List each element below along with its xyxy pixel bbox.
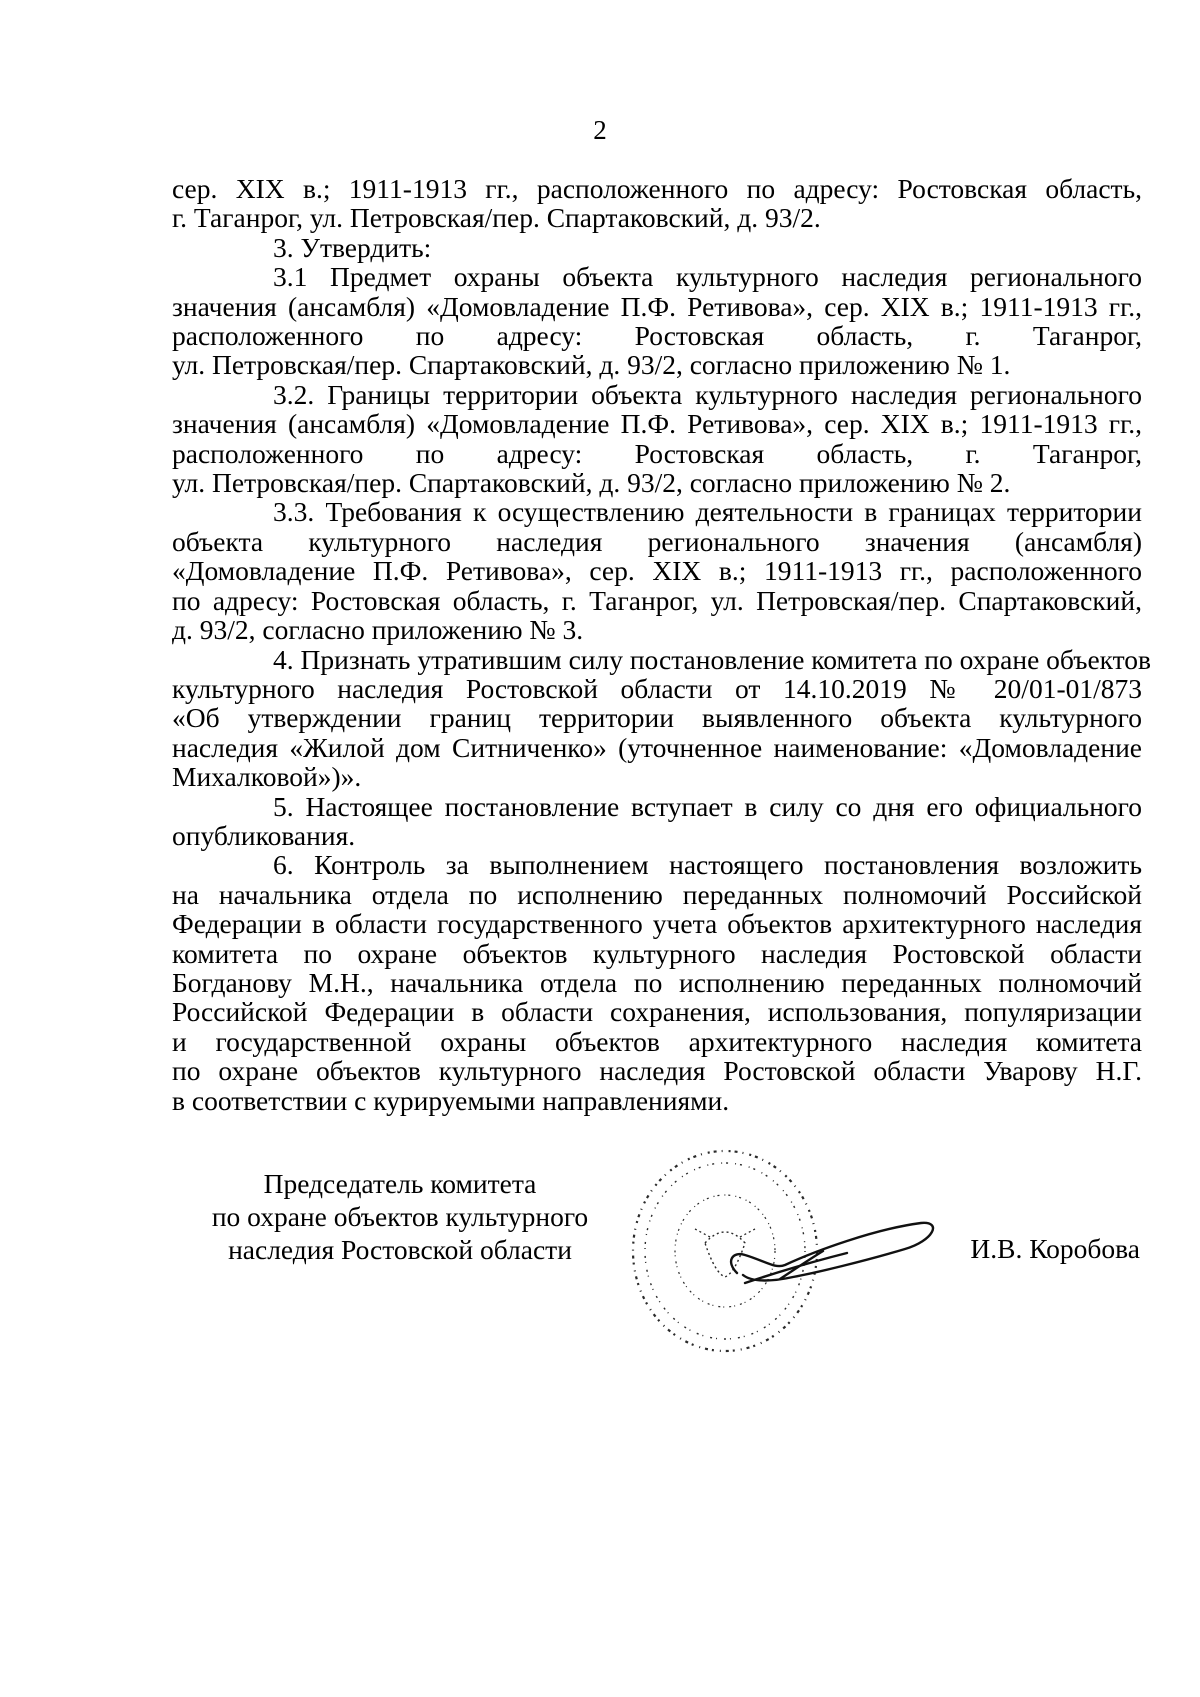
official-seal bbox=[633, 1151, 817, 1351]
body-line: опубликования. bbox=[172, 819, 356, 851]
body-line: 3. Утвердить: bbox=[273, 231, 432, 263]
body-line: в соответствии с курируемыми направлениями. bbox=[172, 1084, 730, 1116]
document-body bbox=[172, 173, 1152, 1116]
body-line: наследия «Жилой дом Ситниченко» (уточненное наименование: «Домовладение bbox=[172, 731, 1142, 763]
handwritten-signature bbox=[731, 1223, 933, 1283]
body-line: расположенного по адресу: Ростовская область, г. Таганрог, bbox=[172, 437, 1142, 469]
body-line: расположенного по адресу: Ростовская область, г. Таганрог, bbox=[172, 320, 1142, 352]
signer-title bbox=[190, 1167, 610, 1266]
body-line: по адресу: Ростовская область, г. Таганрог, ул. Петровская/пер. Спартаковский, bbox=[172, 584, 1142, 616]
body-line: комитета по охране объектов культурного наследия Ростовской области bbox=[172, 937, 1142, 969]
body-line: «Домовладение П.Ф. Ретивова», сер. XIX в.; 1911-1913 гг., расположенного bbox=[172, 555, 1142, 587]
body-line: сер. XIX в.; 1911-1913 гг., расположенного по адресу: Ростовская область, bbox=[172, 173, 1142, 204]
body-line: ул. Петровская/пер. Спартаковский, д. 93/2, согласно приложению № 1. bbox=[172, 349, 1011, 381]
body-line: значения (ансамбля) «Домовладение П.Ф. Ретивова», сер. XIX в.; 1911-1913 гг., bbox=[172, 408, 1142, 440]
body-line: ул. Петровская/пер. Спартаковский, д. 93/2, согласно приложению № 2. bbox=[172, 467, 1011, 499]
signer-title-line: Председатель комитета bbox=[263, 1168, 537, 1199]
body-line: культурного наследия Ростовской области от 14.10.2019 № 20/01-01/873 bbox=[172, 672, 1142, 704]
body-line: по охране объектов культурного наследия Ростовской области Уварову Н.Г. bbox=[172, 1055, 1142, 1087]
body-line: «Об утверждении границ территории выявленного объекта культурного bbox=[172, 702, 1142, 734]
body-line: Федерации в области государственного учета объектов архитектурного наследия bbox=[172, 908, 1142, 940]
signer-name: И.В. Коробова bbox=[970, 1233, 1140, 1264]
body-line: на начальника отдела по исполнению переданных полномочий Российской bbox=[172, 878, 1142, 910]
body-line: Богданову М.Н., начальника отдела по исполнению переданных полномочий bbox=[172, 966, 1142, 998]
body-line: и государственной охраны объектов архитектурного наследия комитета bbox=[172, 1025, 1142, 1057]
body-line: 6. Контроль за выполнением настоящего постановления возложить bbox=[273, 849, 1142, 881]
page-number: 2 bbox=[593, 115, 607, 145]
body-line: д. 93/2, согласно приложению № 3. bbox=[172, 614, 584, 646]
body-line: 3.1 Предмет охраны объекта культурного наследия регионального bbox=[273, 261, 1142, 293]
seal-stamp bbox=[625, 1133, 940, 1368]
body-line: г. Таганрог, ул. Петровская/пер. Спартаковский, д. 93/2. bbox=[172, 202, 821, 234]
body-line: 3.2. Границы территории объекта культурного наследия регионального bbox=[273, 378, 1142, 410]
body-line: 4. Признать утратившим силу постановление комитета по охране объектов bbox=[273, 643, 1152, 675]
body-line: 5. Настоящее постановление вступает в силу со дня его официального bbox=[273, 790, 1142, 822]
body-line: значения (ансамбля) «Домовладение П.Ф. Ретивова», сер. XIX в.; 1911-1913 гг., bbox=[172, 290, 1142, 322]
signer-title-line: по охране объектов культурного bbox=[211, 1201, 589, 1232]
signer-title-line: наследия Ростовской области bbox=[228, 1234, 572, 1265]
body-line: 3.3. Требования к осуществлению деятельности в границах территории bbox=[273, 496, 1142, 528]
body-line: объекта культурного наследия регионального значения (ансамбля) bbox=[172, 525, 1142, 557]
body-line: Российской Федерации в области сохранения, использования, популяризации bbox=[172, 996, 1142, 1028]
body-line: Михалковой»)». bbox=[172, 761, 362, 793]
